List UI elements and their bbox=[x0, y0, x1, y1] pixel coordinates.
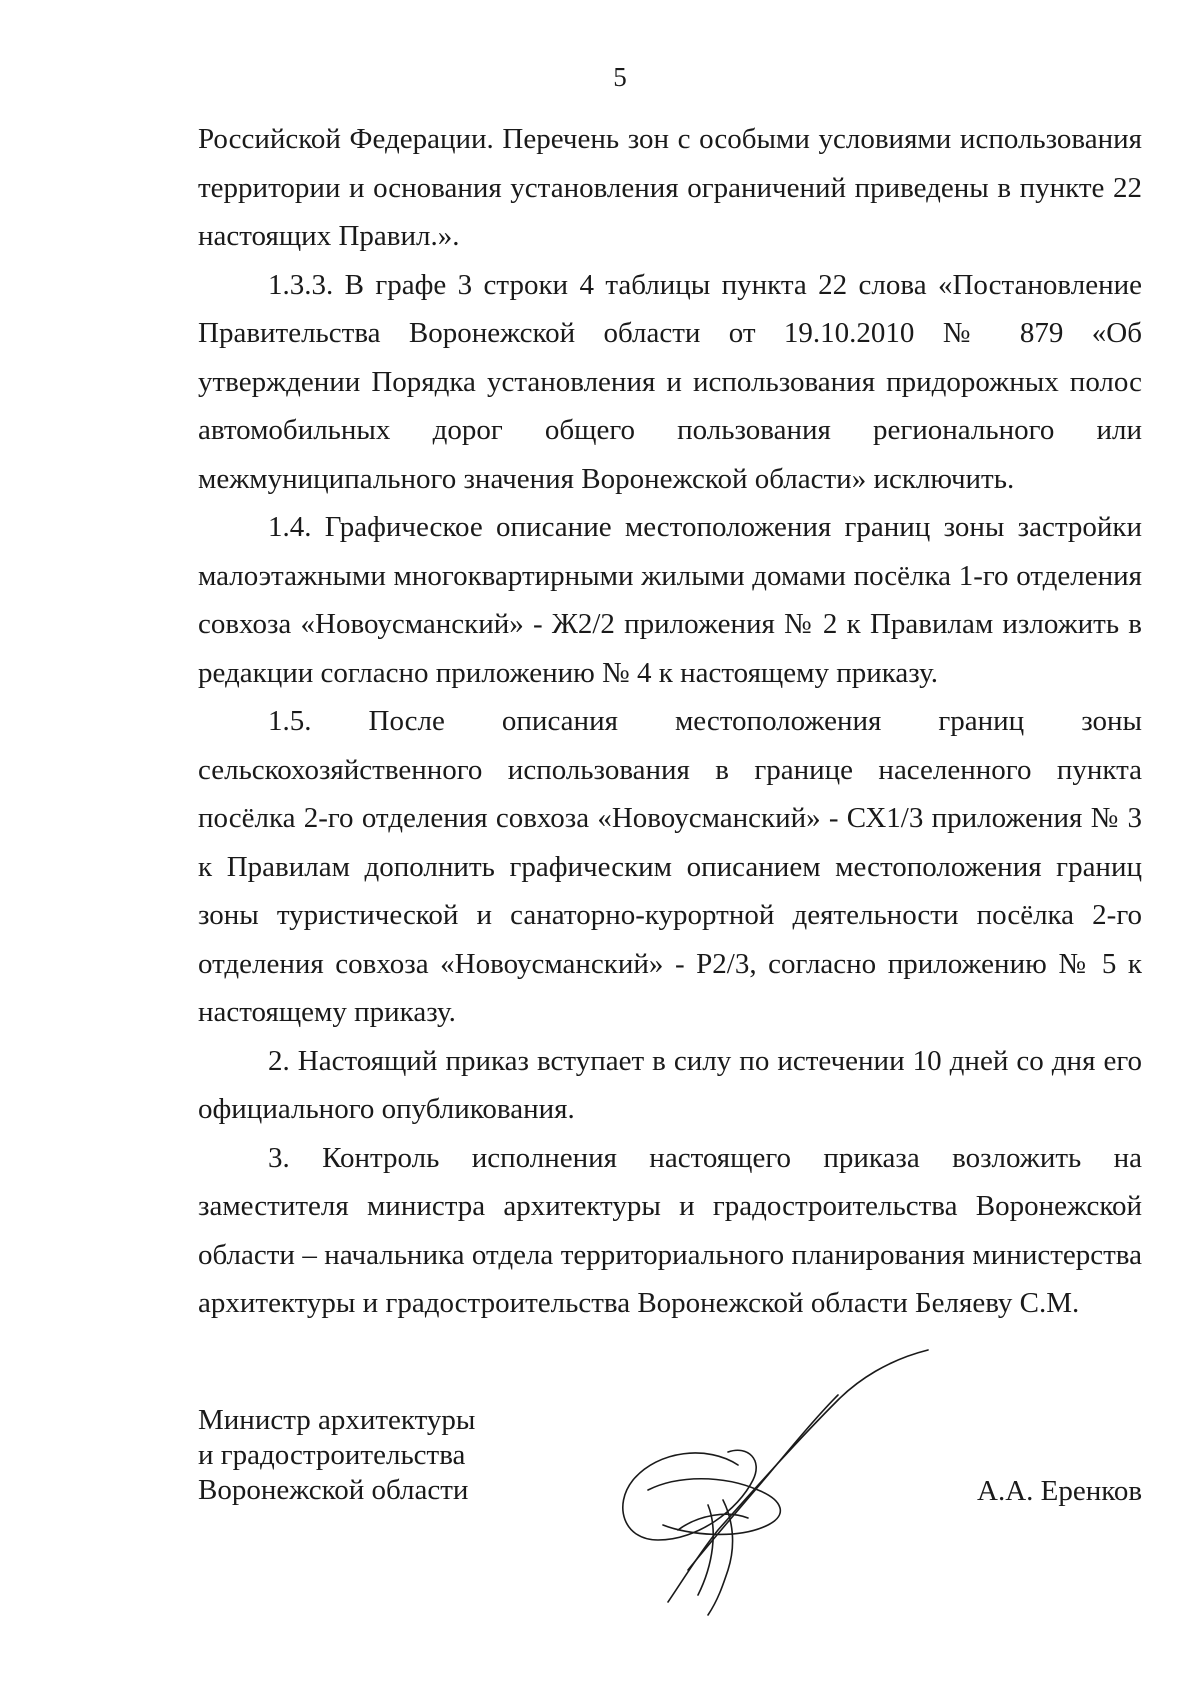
paragraph-continuation: Российской Федерации. Перечень зон с особыми условиями использования территории и основания установления ограничений приведены в пункте 22 настоящих Правил.». bbox=[198, 123, 1142, 252]
handwritten-signature bbox=[588, 1340, 948, 1640]
paragraph-1-5-body: сельскохозяйственного использования в границе населенного пункта посёлка 2-го отделения совхоза «Новоусманский» - СХ1/3 приложения № 3 к Правилам дополнить графическим описанием местоположения границ зоны туристической и санаторно-курортной деятельности посёлка 2-го отделения совхоза «Новоусманский» - Р2/3, согласно приложению № 5 к настоящему приказу. bbox=[198, 753, 1142, 1028]
paragraph-1-3-3: 1.3.3. В графе 3 строки 4 таблицы пункта 22 слова «Постановление Правительства Воронежской области от 19.10.2010 № 879 «Об утверждении Порядка установления и использования придорожных полос автомобильных дорог общего пользования регионального или межмуниципального значения Воронежской области» исключить. bbox=[198, 268, 1142, 495]
signatory-title bbox=[198, 1403, 475, 1508]
signatory-title-line: и градостроительства bbox=[198, 1439, 466, 1471]
signatory-title-line: Воронежской области bbox=[198, 1474, 469, 1506]
signatory-name: А.А. Еренков bbox=[977, 1475, 1143, 1507]
paragraph-3: 3. Контроль исполнения настоящего приказа возложить на заместителя министра архитектуры и градостроительства Воронежской области – начальника отдела территориального планирования министерства архитектуры и градостроительства Воронежской области Беляеву С.М. bbox=[198, 1141, 1142, 1319]
paragraph-1-5-first-line: 1.5. После описания местоположения границ зоны bbox=[268, 705, 1142, 737]
page-number: 5 bbox=[613, 62, 627, 92]
document-body bbox=[198, 115, 1142, 1328]
paragraph-1-4: 1.4. Графическое описание местоположения границ зоны застройки малоэтажными многоквартирными жилыми домами посёлка 1-го отделения совхоза «Новоусманский» - Ж2/2 приложения № 2 к Правилам изложить в редакции согласно приложению № 4 к настоящему приказу. bbox=[198, 511, 1142, 689]
paragraph-2: 2. Настоящий приказ вступает в силу по истечении 10 дней со дня его официального опубликования. bbox=[198, 1044, 1142, 1125]
signatory-title-line: Министр архитектуры bbox=[198, 1404, 476, 1436]
